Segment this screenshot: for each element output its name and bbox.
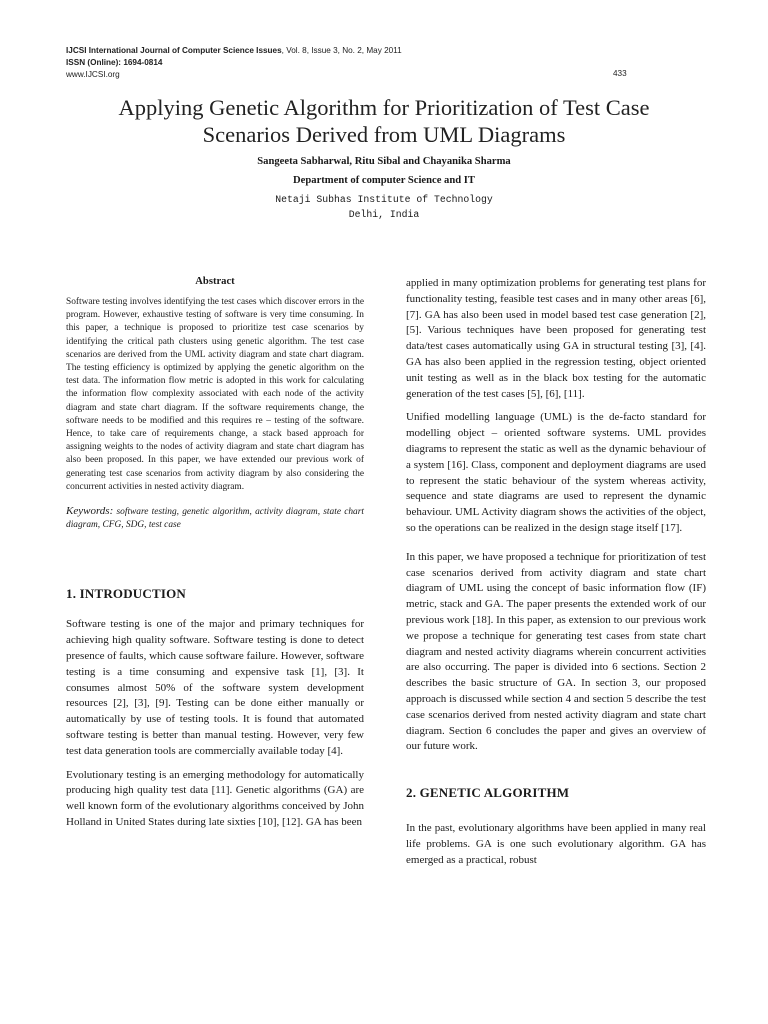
right-paragraph-3: In this paper, we have proposed a technique for prioritization of test case scenarios derived from activity diagram and state chart diagram of UML using the concept of basic information flow (IF) metric, stack and GA. The paper presents the extended work of our previous work [18]. In this paper, as extension to our previous work we propose a technique for generating test cases from state chart diagram and nested activity diagrams wherein concurrent activities are also occurring. The paper is divided into 6 sections. Section 2 describes the basic structure of GA. In section 3, our proposed approach is discussed while section 4 and section 5 describe the test case scenarios derived from nested activity diagram and state chart diagram. Section 6 concludes the paper and gives an overview of our future work.	[406, 550, 706, 753]
journal-header	[66, 45, 402, 81]
abstract-text: Software testing involves identifying the test cases which discover errors in the program. However, exhaustive testing of software is very time consuming. In this paper, a technique is proposed to prioritize test case scenarios by identifying the critical path clusters using genetic algorithm. The test case scenarios are derived from the UML activity diagram and state chart diagram. The testing efficiency is optimized by applying the genetic algorithm on the test data. The information flow metric is adopted in this work for calculating the information flow complexity associated with each node of the activity diagram and state chart diagram. If the software requirements change, the software needs to be modified and this requires re – testing of the software. Hence, to take care of requirements change, a stack based approach for assigning weights to the nodes of activity diagram and state chart diagram has also been proposed. In this paper, we have extended our previous work of generating test case scenarios from activity diagram by also considering the concurrent activities in nested activity diagram.	[66, 297, 364, 492]
journal-volume: , Vol. 8, Issue 3, No. 2, May 2011	[281, 46, 402, 55]
genetic-algorithm-paragraph-1: In the past, evolutionary algorithms have been applied in many real life problems. GA is one such evolutionary algorithm. GA has emerged as a practical, robust	[406, 822, 706, 866]
journal-name: IJCSI International Journal of Computer Science Issues	[66, 46, 282, 55]
title-line-1: Applying Genetic Algorithm for Prioritization of Test Case	[118, 95, 650, 120]
institute: Netaji Subhas Institute of Technology	[275, 194, 493, 205]
affiliation	[40, 192, 728, 222]
keywords-text: software testing, genetic algorithm, activity diagram, state chart diagram, CFG, SDG, test case	[66, 507, 364, 531]
journal-website: www.IJCSI.org	[66, 70, 120, 79]
section-heading-introduction: 1. INTRODUCTION	[66, 586, 187, 602]
keywords	[66, 505, 364, 532]
department: Department of computer Science and IT	[293, 175, 475, 186]
intro-paragraph-2: Evolutionary testing is an emerging methodology for automatically producing high quality test data [11]. Genetic algorithms (GA) are well known form of the evolutionary algorithms conceived by John Holland in United States during late sixties [10], [12]. GA has been	[66, 768, 364, 829]
right-paragraph-1: applied in many optimization problems for generating test plans for functionality testing, feasible test cases and in many other areas [6], [7]. GA has also been used in model based test case generation [2], [5]. Various techniques have been proposed for generating test data/test cases automatically using GA in structural testing [3], [4]. GA has also been applied in the regression testing, object oriented unit testing as well as in the black box testing for the automatic generation of the test cases [5], [6], [11].	[406, 277, 706, 400]
journal-citation	[66, 45, 402, 57]
intro-paragraph-1: Software testing is one of the major and primary techniques for achieving high quality software. Software testing is done to detect presence of faults, which cause software failure. However, software testing is a time consuming and expensive task [1], [3]. It consumes almost 50% of the software system development resources [2], [3], [9]. Testing can be done either manually or automatically by use of testing tools. It is found that automated software testing is better than manual testing. However, very few test data generation tools are commercially available today [4].	[66, 618, 364, 757]
authors: Sangeeta Sabharwal, Ritu Sibal and Chayanika Sharma	[257, 156, 511, 167]
right-paragraph-2: Unified modelling language (UML) is the de-facto standard for modelling object – oriented software systems. UML provides diagrams to represent the static as well as the dynamic behaviour of a system [16]. Class, component and deployment diagrams are used to represent the static behaviour of the system whereas activity, sequence and state diagrams are used to represent the dynamic behaviour. UML Activity diagram shows the activities of the object, so the operations can be realized in the design stage itself [17].	[406, 411, 706, 534]
right-column	[406, 276, 706, 869]
journal-issn: ISSN (Online): 1694-0814	[66, 58, 163, 67]
keywords-label: Keywords:	[66, 505, 114, 518]
location: Delhi, India	[348, 209, 420, 220]
paper-title	[40, 94, 728, 148]
page-number: 433	[613, 69, 627, 78]
title-line-2: Scenarios Derived from UML Diagrams	[202, 122, 566, 147]
abstract-heading: Abstract	[195, 276, 235, 287]
section-heading-genetic-algorithm: 2. GENETIC ALGORITHM	[406, 785, 570, 801]
left-column	[66, 276, 364, 831]
